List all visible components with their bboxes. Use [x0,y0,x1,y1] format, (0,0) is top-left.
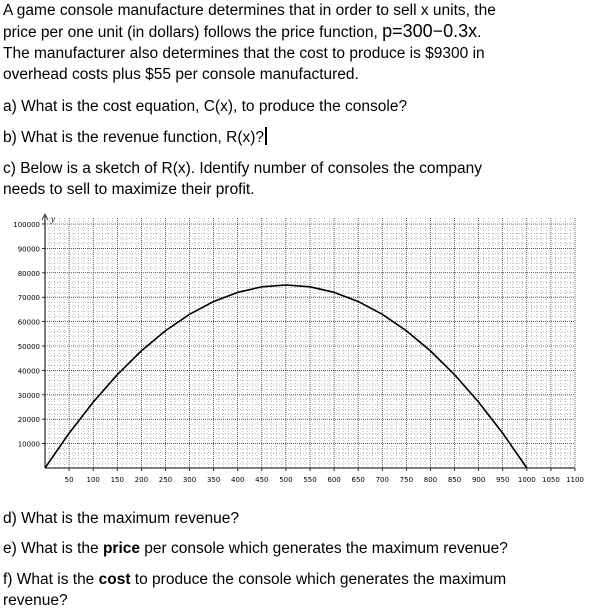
x-tick-label: 1050 [541,476,560,484]
y-tick-labels [13,221,40,449]
x-tick-label: 200 [134,476,149,484]
question-e [3,538,508,559]
question-f-line-2: revenue? [3,592,68,609]
price-function-equation: p=300−0.3x [382,21,478,41]
x-tick-label: 750 [399,476,414,484]
x-tick-label: 800 [423,476,438,484]
x-tick-label: 900 [471,476,486,484]
problem-intro [3,0,591,85]
y-tick-label: 20000 [17,416,40,425]
text-cursor [265,127,267,145]
question-b-text: b) What is the revenue function, R(x)? [3,129,265,146]
question-b[interactable] [3,127,267,148]
x-tick-label: 100 [86,476,100,484]
question-d: d) What is the maximum revenue? [3,510,240,527]
question-f-line-1 [3,569,506,590]
y-tick-label: 100000 [13,221,40,229]
question-e-text-2: per console which generates the maximum revenue? [140,540,508,557]
x-tick-label: 600 [327,476,341,484]
question-f-text-1: f) What is the [3,571,99,588]
question-c-line-1: c) Below is a sketch of R(x). Identify number of consoles the company [3,160,482,177]
intro-line-1: A game console manufacture determines that in order to sell x units, the [3,2,496,19]
x-tick-label: 850 [447,476,462,484]
x-tick-label: 300 [182,476,197,484]
x-tick-label: 350 [206,476,221,484]
y-tick-label: 90000 [17,245,40,254]
x-tick-label: 1000 [517,476,536,484]
x-tick-labels [65,476,584,484]
y-tick-label: 30000 [17,391,40,400]
question-c-line-2: needs to sell to maximize their profit. [3,181,255,198]
chart-axes [42,214,575,471]
y-tick-label: 40000 [17,367,40,376]
x-tick-label: 550 [303,476,317,484]
intro-line-4: overhead costs plus $55 per console manufactured. [3,66,359,83]
x-tick-label: 650 [351,476,365,484]
intro-line-2 [3,21,591,43]
y-tick-label: 50000 [17,343,40,351]
question-a: a) What is the cost equation, C(x), to produce the console? [3,98,408,115]
x-tick-label: 450 [255,476,269,484]
question-f-emphasis: cost [98,571,131,588]
question-c [3,158,482,200]
question-e-text-1: e) What is the [3,540,103,557]
y-tick-label: 70000 [17,294,40,303]
question-f [3,569,506,611]
y-tick-label: 60000 [17,318,40,327]
x-tick-label: 500 [279,476,293,484]
y-tick-label: 80000 [17,269,40,278]
intro-line-2-period: . [477,24,482,41]
x-tick-label: 150 [110,476,124,484]
y-axis-label: y [51,214,55,224]
question-f-text-2: to produce the console which generates the maximum [130,571,507,588]
chart-grid [45,218,575,468]
intro-line-3: The manufacturer also determines that the cost to produce is $9300 in [3,45,485,62]
x-tick-label: 250 [158,476,173,484]
y-tick-label: 10000 [17,440,40,449]
x-tick-label: 400 [231,476,245,484]
intro-line-2-text: price per one unit (in dollars) follows the price function, [3,24,383,41]
x-tick-label: 700 [375,476,389,484]
x-tick-label: 950 [496,476,510,484]
x-tick-label: 1100 [566,476,584,484]
revenue-chart [0,210,593,500]
question-e-emphasis: price [102,540,140,557]
x-tick-label: 50 [64,476,74,484]
